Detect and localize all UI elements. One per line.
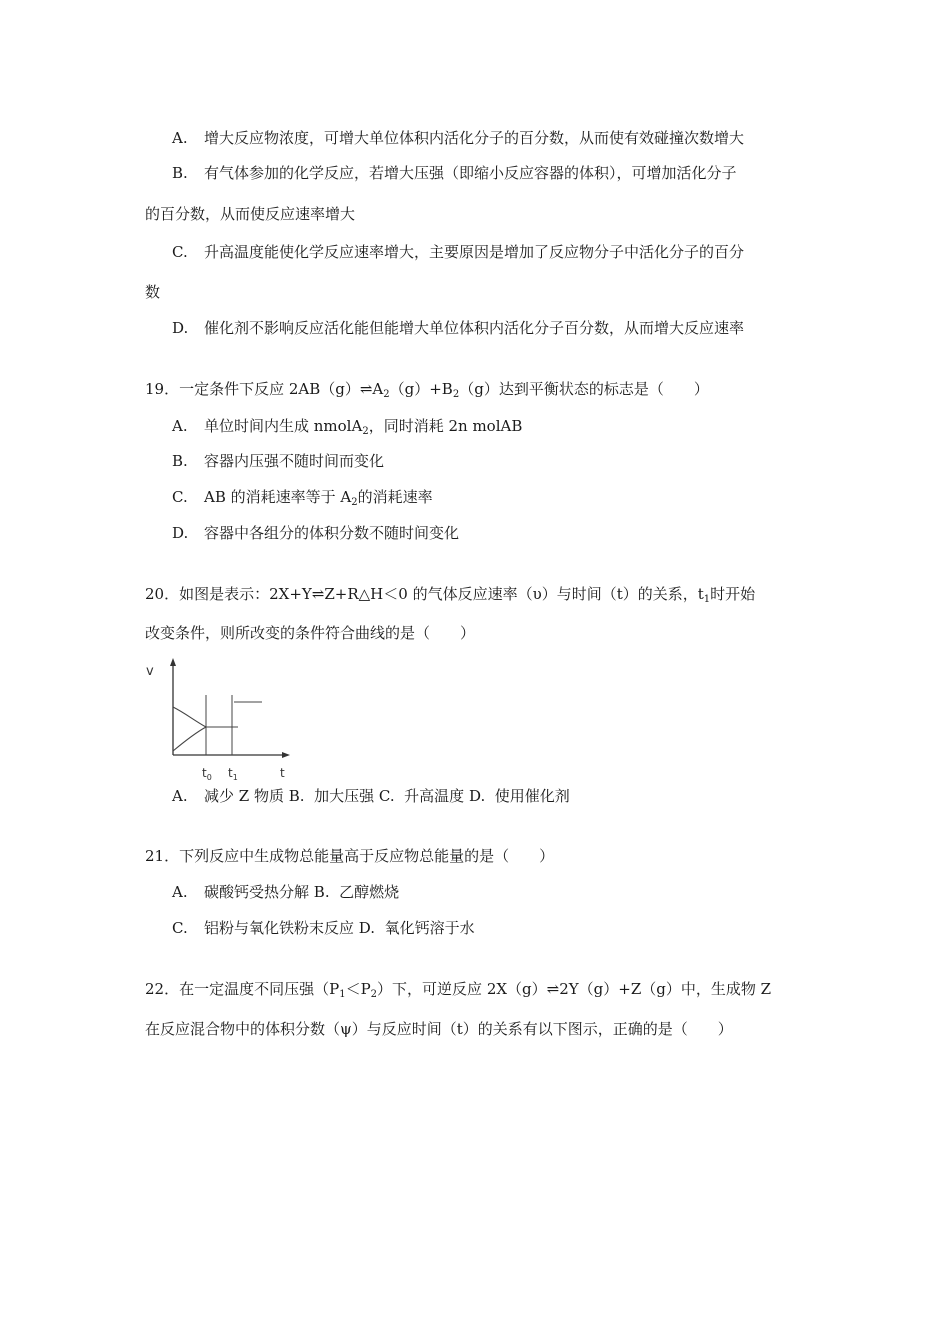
option-text: 的消耗速率 bbox=[357, 488, 433, 506]
rate-time-graph bbox=[140, 655, 300, 785]
option-letter: C. bbox=[172, 243, 188, 261]
option-letter: D. bbox=[468, 787, 486, 805]
q18-option-d bbox=[172, 318, 744, 338]
q19-option-a bbox=[172, 416, 522, 436]
q19-option-b bbox=[172, 451, 384, 471]
q18-option-a bbox=[172, 128, 744, 148]
subscript: 1 bbox=[703, 594, 711, 605]
subscript: 1 bbox=[339, 989, 346, 1000]
option-letter: C. bbox=[172, 488, 188, 506]
q22-stem bbox=[145, 979, 771, 999]
option-text: 容器中各组分的体积分数不随时间变化 bbox=[204, 524, 460, 542]
option-letter: D. bbox=[172, 319, 189, 337]
x-axis-arrow bbox=[282, 752, 290, 758]
q19-option-c bbox=[172, 487, 433, 507]
option-text: 碳酸钙受热分解 bbox=[204, 883, 310, 901]
option-letter: C. bbox=[378, 787, 395, 805]
option-letter: A. bbox=[172, 129, 188, 147]
subscript: 2 bbox=[452, 389, 460, 400]
stem-text: （g）达到平衡状态的标志是（ ） bbox=[459, 380, 709, 398]
q18-option-b bbox=[172, 163, 737, 183]
option-text: 铝粉与氧化铁粉末反应 bbox=[204, 919, 355, 937]
option-text: 升高温度 bbox=[404, 787, 465, 805]
option-letter: A. bbox=[172, 883, 188, 901]
x-axis-label: t bbox=[280, 766, 285, 780]
stem-text: 一定条件下反应 2AB（g）⇌A bbox=[179, 380, 384, 398]
option-text: ，同时消耗 2n molAB bbox=[368, 417, 523, 435]
option-text: 催化剂不影响反应活化能但能增大单位体积内活化分子百分数，从而增大反应速率 bbox=[204, 319, 745, 337]
stem-text: ）下，可逆反应 2X（g）⇌2Y（g）+Z（g）中，生成物 Z bbox=[377, 980, 772, 998]
q21-options-line2 bbox=[172, 918, 475, 938]
q19-option-d bbox=[172, 523, 459, 543]
y-axis-label: v bbox=[146, 664, 154, 679]
q18-option-c-continued: 数 bbox=[145, 283, 161, 301]
option-letter: A. bbox=[172, 417, 188, 435]
question-number: 22． bbox=[145, 980, 180, 998]
q21-stem bbox=[145, 846, 554, 866]
stem-text: 如图是表示：2X+Y⇌Z+R△H＜0 的气体反应速率（υ）与时间（t）的关系，t bbox=[179, 585, 704, 603]
t1-label: $t_1$ bbox=[228, 766, 238, 782]
option-text: 有气体参加的化学反应，若增大压强（即缩小反应容器的体积），可增加活化分子 bbox=[204, 164, 737, 182]
option-text: AB 的消耗速率等于 A bbox=[204, 488, 352, 506]
q21-options-line1 bbox=[172, 882, 399, 902]
question-number: 20． bbox=[145, 585, 180, 603]
stem-text: 在一定温度不同压强（P bbox=[179, 980, 340, 998]
subscript: 2 bbox=[370, 989, 378, 1000]
option-text: 氧化钙溶于水 bbox=[384, 919, 475, 937]
q22-stem-continued: 在反应混合物中的体积分数（ψ）与反应时间（t）的关系有以下图示，正确的是（ ） bbox=[145, 1020, 733, 1038]
q18-option-c bbox=[172, 242, 744, 262]
option-text: 加大压强 bbox=[314, 787, 375, 805]
question-number: 19． bbox=[145, 380, 180, 398]
stem-text: 时开始 bbox=[710, 585, 756, 603]
forward-rate-curve bbox=[173, 707, 206, 727]
stem-text: （g）+B bbox=[389, 380, 453, 398]
stem-text: 下列反应中生成物总能量高于反应物总能量的是（ ） bbox=[179, 847, 555, 865]
q19-stem bbox=[145, 379, 709, 399]
option-letter: B. bbox=[288, 787, 305, 805]
t0-label: $t_0$ bbox=[202, 766, 212, 782]
y-axis-arrow bbox=[170, 658, 176, 666]
subscript: 2 bbox=[351, 497, 358, 508]
stem-text: ＜P bbox=[345, 980, 371, 998]
option-text: 乙醇燃烧 bbox=[339, 883, 400, 901]
option-text: 使用催化剂 bbox=[494, 787, 570, 805]
option-text: 容器内压强不随时间而变化 bbox=[204, 452, 385, 470]
q18-option-b-continued: 的百分数，从而使反应速率增大 bbox=[145, 205, 356, 223]
subscript: 2 bbox=[362, 426, 369, 437]
q20-stem-continued: 改变条件，则所改变的条件符合曲线的是（ ） bbox=[145, 624, 476, 642]
q20-stem bbox=[145, 584, 755, 604]
reverse-rate-curve bbox=[173, 727, 206, 751]
option-letter: C. bbox=[172, 919, 188, 937]
subscript: 2 bbox=[383, 389, 390, 400]
option-text: 减少 Z 物质 bbox=[204, 787, 284, 805]
option-letter: B. bbox=[313, 883, 330, 901]
option-letter: A. bbox=[172, 787, 188, 805]
option-letter: D. bbox=[172, 524, 189, 542]
option-text: 单位时间内生成 nmolA bbox=[204, 417, 363, 435]
q20-options bbox=[172, 786, 570, 806]
option-letter: B. bbox=[172, 164, 188, 182]
option-letter: B. bbox=[172, 452, 188, 470]
option-letter: D. bbox=[358, 919, 376, 937]
question-number: 21． bbox=[145, 847, 180, 865]
option-text: 升高温度能使化学反应速率增大，主要原因是增加了反应物分子中活化分子的百分 bbox=[204, 243, 745, 261]
option-text: 增大反应物浓度，可增大单位体积内活化分子的百分数，从而使有效碰撞次数增大 bbox=[204, 129, 745, 147]
